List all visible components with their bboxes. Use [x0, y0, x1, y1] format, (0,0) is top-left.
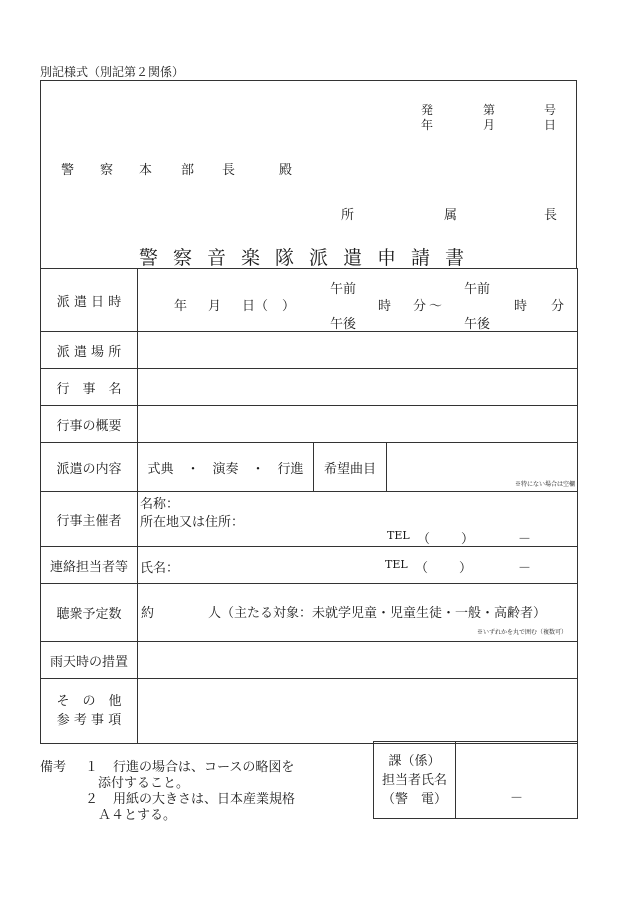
title-char: 請	[411, 247, 431, 269]
addressee-char: 部	[181, 163, 195, 178]
date-month: 月	[208, 299, 222, 314]
requested-songs-note: ※特にない場合は空欄	[515, 481, 576, 488]
contact-name-label: 氏名：	[140, 561, 180, 576]
title-char: 申	[377, 247, 397, 269]
field-dispatch-datetime[interactable]	[138, 269, 578, 332]
department-contact-box	[373, 741, 578, 819]
audience-note: ※いずれかを丸で囲む（複数可）	[477, 629, 568, 636]
row-rain-plan	[41, 642, 578, 679]
start-am: 午前	[330, 282, 357, 297]
label-rain-plan: 雨天時の措置	[41, 642, 138, 679]
field-rain-plan[interactable]	[138, 642, 578, 679]
date-year: 年	[174, 299, 188, 314]
contact-paren-close: ）	[459, 561, 473, 576]
date-day-open: 日（	[242, 299, 269, 314]
contact-box-person: 担当者氏名	[381, 772, 447, 788]
form-header-note: 別記様式（別記第２関係）	[40, 65, 185, 79]
start-minute: 分	[413, 299, 427, 314]
audience-about: 約	[141, 606, 155, 621]
addressee-char: 警	[61, 163, 75, 178]
addressee-char: 察	[100, 163, 114, 178]
label-event-overview: 行事の概要	[41, 406, 138, 443]
title-char: 警	[139, 247, 159, 269]
title-char: 楽	[241, 247, 261, 269]
end-minute: 分	[551, 299, 565, 314]
audience-detail: 人（主たる対象：未就学児童・児童生徒・一般・高齢者）	[208, 606, 547, 621]
sender-char: 長	[544, 208, 558, 223]
title-char: 遣	[343, 247, 363, 269]
contact-box-field[interactable]	[456, 742, 578, 819]
remarks-item1-line1: 行進の場合は、コースの略図を	[113, 760, 295, 775]
end-am: 午前	[464, 282, 491, 297]
remarks-item2-line1: 用紙の大きさは、日本産業規格	[113, 792, 296, 807]
title-char: 派	[309, 247, 329, 269]
label-dispatch-datetime: 派 遣 日 時	[41, 269, 138, 332]
row-other	[41, 679, 578, 744]
doc-number-go: 号	[544, 103, 557, 117]
label-dispatch-place: 派 遣 場 所	[41, 332, 138, 369]
contact-box-dash: －	[509, 791, 523, 806]
date-day-close: ）	[282, 299, 296, 314]
doc-date-year: 年	[421, 118, 434, 132]
label-organizer: 行事主催者	[41, 492, 138, 547]
field-contact-person[interactable]	[138, 547, 578, 584]
field-organizer[interactable]	[138, 492, 578, 547]
field-event-overview[interactable]	[138, 406, 578, 443]
row-dispatch-datetime	[41, 269, 578, 332]
doc-number-dai: 第	[483, 103, 496, 117]
label-contact-person: 連絡担当者等	[41, 547, 138, 584]
remarks-item1-number: １	[85, 760, 99, 775]
title-char: 察	[173, 247, 193, 269]
contact-box-labels	[374, 742, 456, 819]
start-hour: 時	[378, 299, 392, 314]
dispatch-content-options[interactable]: 式典 ・ 演奏 ・ 行進	[138, 443, 314, 492]
organizer-address-label: 所在地又は住所：	[140, 515, 245, 530]
contact-box-section: 課（係）	[388, 753, 441, 769]
row-dispatch-place	[41, 332, 578, 369]
sender-char: 所	[341, 208, 355, 223]
field-requested-songs[interactable]	[387, 443, 578, 492]
organizer-paren-close: ）	[461, 532, 475, 547]
contact-paren-open: （	[415, 561, 429, 576]
field-dispatch-place[interactable]	[138, 332, 578, 369]
label-other-line1: そ の 他	[56, 694, 122, 709]
remarks-item2-line2: Ａ４とする。	[98, 808, 177, 823]
row-audience	[41, 584, 578, 642]
label-event-name: 行 事 名	[41, 369, 138, 406]
row-dispatch-content	[41, 443, 578, 492]
organizer-name-label: 名称：	[140, 497, 180, 512]
remarks-label: 備考	[40, 760, 67, 775]
organizer-paren-open: （	[417, 532, 431, 547]
row-event-overview	[41, 406, 578, 443]
sender-char: 属	[444, 208, 458, 223]
row-event-name	[41, 369, 578, 406]
title-char: 書	[445, 247, 465, 269]
contact-tel-label: TEL	[385, 558, 408, 571]
start-pm: 午後	[330, 317, 357, 332]
label-other-line2: 参 考 事 項	[56, 713, 122, 728]
title-char: 音	[207, 247, 227, 269]
remarks-item1-line2: 添付すること。	[98, 776, 190, 791]
contact-dash: －	[518, 561, 532, 576]
row-organizer	[41, 492, 578, 547]
form-top-section	[40, 80, 577, 269]
row-contact-person	[41, 547, 578, 584]
application-form-table	[40, 268, 578, 744]
label-audience: 聴衆予定数	[41, 584, 138, 642]
field-other[interactable]	[138, 679, 578, 744]
range-tilde: ～	[429, 299, 443, 314]
addressee-honorific: 殿	[279, 163, 293, 178]
addressee-char: 本	[139, 163, 153, 178]
label-dispatch-content: 派遣の内容	[41, 443, 138, 492]
organizer-tel-label: TEL	[387, 529, 410, 542]
end-hour: 時	[514, 299, 528, 314]
addressee-char: 長	[222, 163, 236, 178]
field-event-name[interactable]	[138, 369, 578, 406]
label-other	[41, 679, 138, 744]
doc-date-day: 日	[544, 118, 557, 132]
field-audience[interactable]	[138, 584, 578, 642]
label-requested-songs: 希望曲目	[314, 443, 387, 492]
remarks-item2-number: ２	[85, 792, 99, 807]
doc-date-month: 月	[483, 118, 496, 132]
organizer-dash: －	[518, 532, 532, 547]
doc-number-hatsu: 発	[421, 103, 434, 117]
contact-box-ext: （警 電）	[381, 791, 447, 807]
title-char: 隊	[275, 247, 295, 269]
end-pm: 午後	[464, 317, 491, 332]
